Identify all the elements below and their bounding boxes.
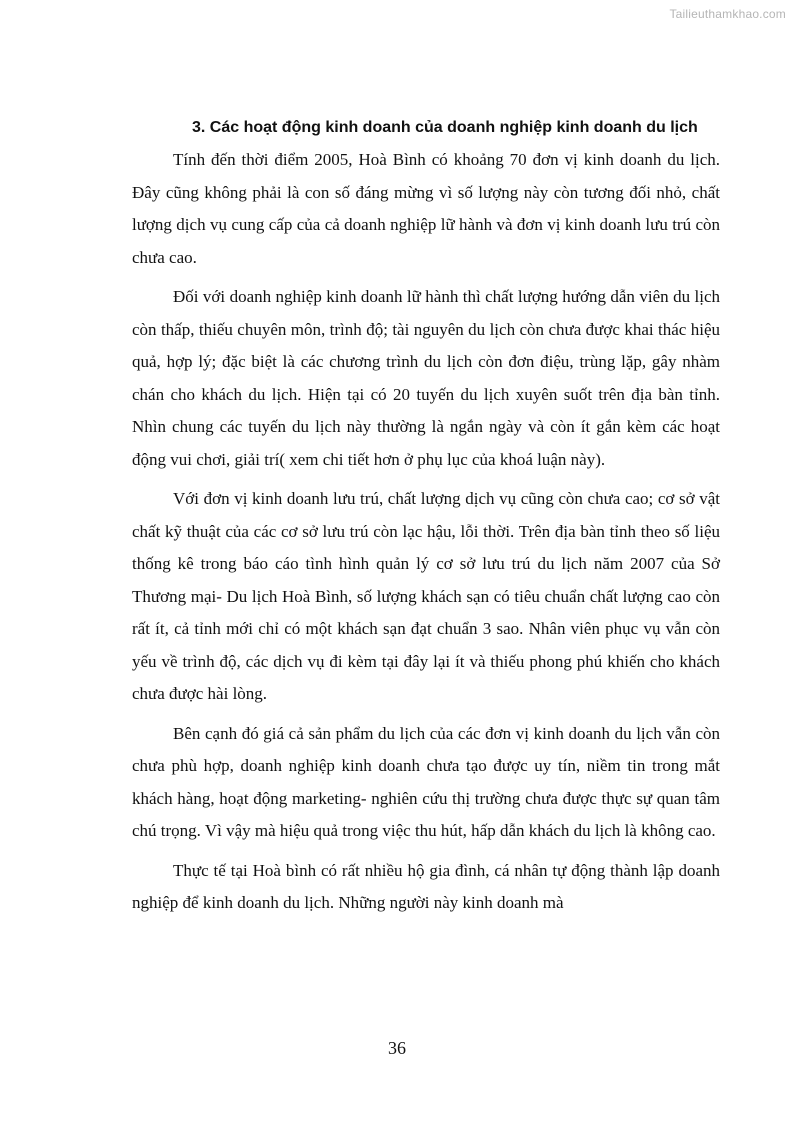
document-body: [132, 112, 720, 927]
paragraph-5: Thực tế tại Hoà bình có rất nhiều hộ gia đình, cá nhân tự động thành lập doanh nghiệp để kinh doanh du lịch. Những người này kinh doanh mà: [132, 860, 720, 912]
section-heading: 3. Các hoạt động kinh doanh của doanh nghiệp kinh doanh du lịch: [192, 119, 698, 136]
paragraph-4: Bên cạnh đó giá cả sản phẩm du lịch của các đơn vị kinh doanh du lịch vẫn còn chưa phù hợp, doanh nghiệp kinh doanh chưa tạo được uy tín, niềm tin trong mắt khách hàng, hoạt động marketing- nghiên cứu thị trường chưa được thực sự quan tâm chú trọng. Vì vậy mà hiệu quả trong việc thu hút, hấp dẫn khách du lịch là không cao.: [132, 723, 720, 840]
watermark-text: Tailieuthamkhao.com: [669, 7, 786, 21]
page-number: 36: [388, 1038, 406, 1058]
paragraph-1: Tính đến thời điểm 2005, Hoà Bình có khoảng 70 đơn vị kinh doanh du lịch. Đây cũng không phải là con số đáng mừng vì số lượng này còn tương đối nhỏ, chất lượng dịch vụ cung cấp của cả doanh nghiệp lữ hành và đơn vị kinh doanh lưu trú còn chưa cao.: [132, 150, 720, 267]
paragraph-3: Với đơn vị kinh doanh lưu trú, chất lượng dịch vụ cũng còn chưa cao; cơ sở vật chất kỹ thuật của các cơ sở lưu trú còn lạc hậu, lỗi thời. Trên địa bàn tỉnh theo số liệu thống kê trong báo cáo tình hình quản lý cơ sở lưu trú du lịch năm 2007 của Sở Thương mại- Du lịch Hoà Bình, số lượng khách sạn có tiêu chuẩn chất lượng cao còn rất ít, cả tỉnh mới chỉ có một khách sạn đạt chuẩn 3 sao. Nhân viên phục vụ vẫn còn yếu về trình độ, các dịch vụ đi kèm tại đây lại ít và thiếu phong phú khiến cho khách chưa được hài lòng.: [132, 489, 720, 703]
paragraph-2: Đối với doanh nghiệp kinh doanh lữ hành thì chất lượng hướng dẫn viên du lịch còn thấp, thiếu chuyên môn, trình độ; tài nguyên du lịch còn chưa được khai thác hiệu quả, hợp lý; đặc biệt là các chương trình du lịch còn đơn điệu, trùng lặp, gây nhàm chán cho khách du lịch. Hiện tại có 20 tuyến du lịch xuyên suốt trên địa bàn tỉnh. Nhìn chung các tuyến du lịch này thường là ngắn ngày và còn ít gắn kèm các hoạt động vui chơi, giải trí( xem chi tiết hơn ở phụ lục của khoá luận này).: [132, 287, 720, 469]
